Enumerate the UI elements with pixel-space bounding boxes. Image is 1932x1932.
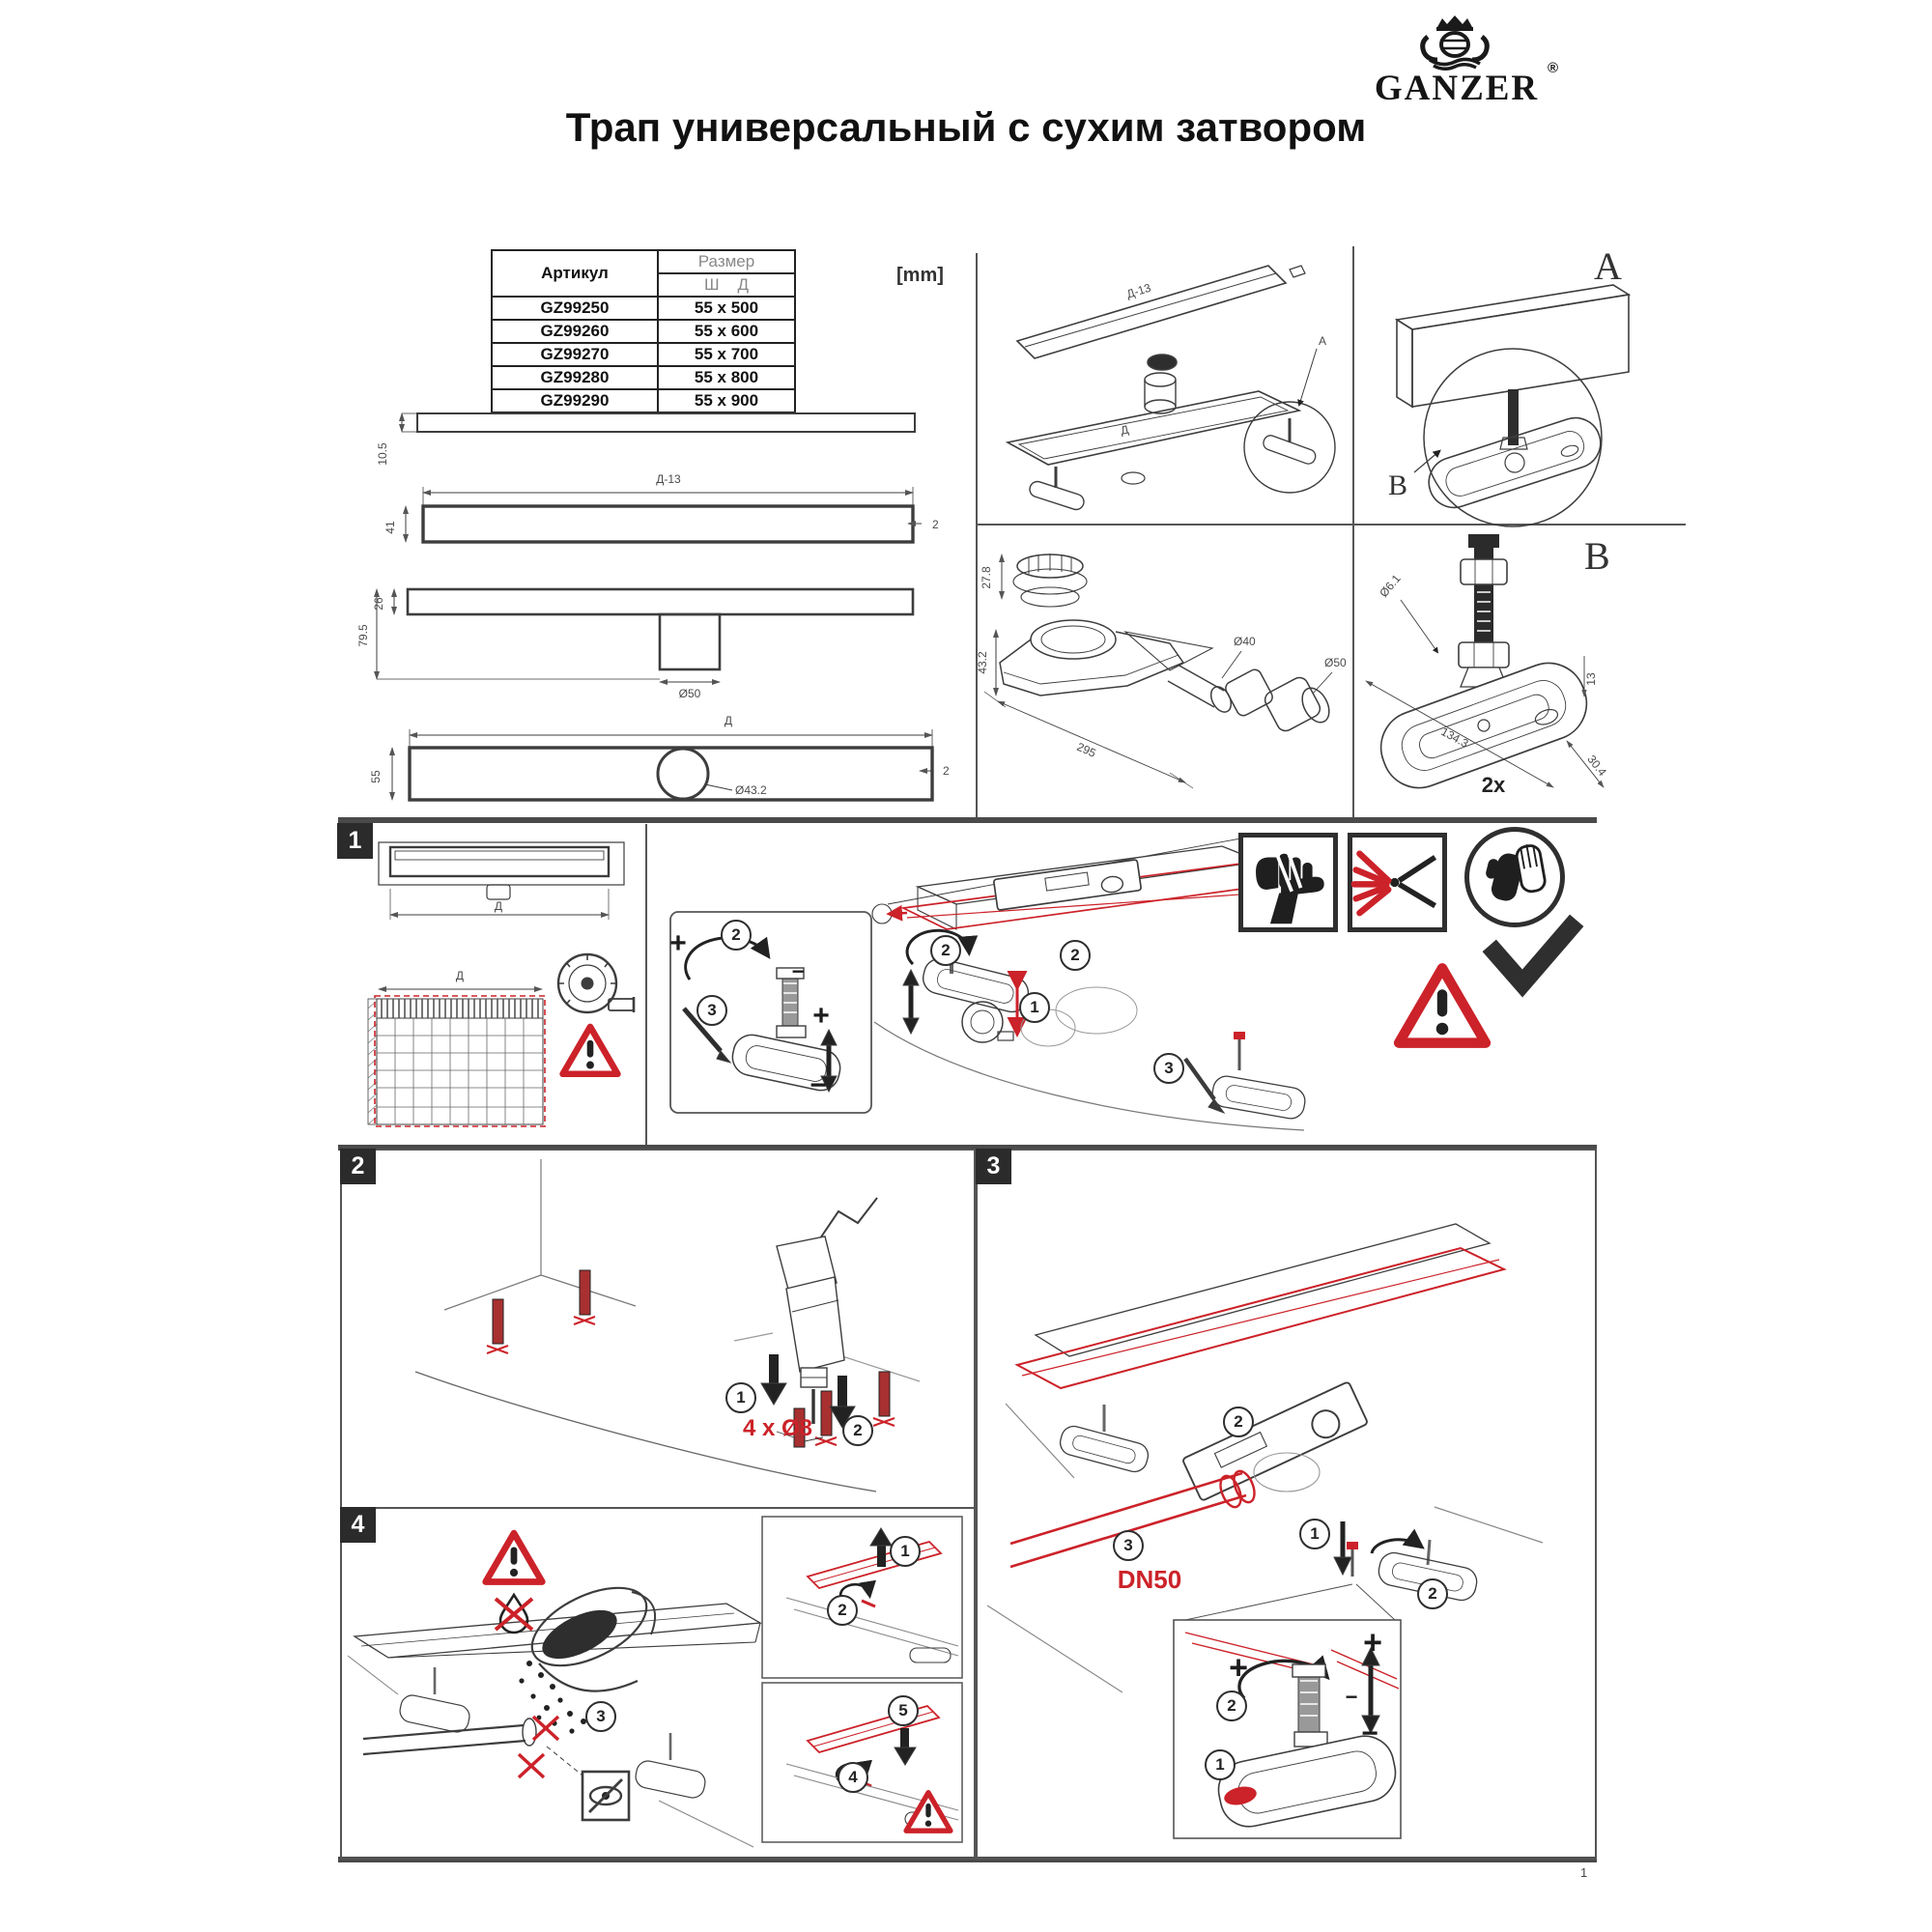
dim-p4-length: Д [724,714,733,727]
dim-strainer-height: 27.8 [980,566,993,589]
section-letter-a: A [1594,244,1622,288]
table-row: GZ99280 55 x 800 [492,366,795,389]
gloves-circle-badge [1464,827,1565,927]
channel-profile-drawings [356,404,966,819]
dowel-icon [487,1299,508,1353]
page-title: Трап универсальный с сухим затвором [565,104,1367,150]
step1-divider [645,824,647,1145]
dry-trap-siphon-view [976,539,1357,824]
dim-body-height: 43.2 [976,651,989,674]
detail-b-foot-view [1360,534,1692,829]
hand-cut-icon [1243,838,1333,927]
dim-step1-channel: Д [494,899,503,913]
exploded-assembly-view [980,244,1357,534]
dim-step1-grid: Д [455,969,465,982]
dim-p4-edge: 2 [943,764,950,778]
dowel-icon [574,1270,595,1324]
dim-foot-width: 30.4 [1584,753,1609,780]
dim-p3-top: 26 [372,597,385,611]
plus-sign: + [1363,1624,1382,1662]
minus-sign: − [791,959,805,983]
plus-sign: + [1229,1649,1248,1687]
step-3-badge: 3 [976,1149,1011,1184]
dim-p4-height: 55 [369,770,383,783]
dim-foot-height: 13 [1584,672,1598,686]
dim-p4-hole: Ø43.2 [735,783,767,797]
spray-icon [1352,838,1442,927]
spray-warning-box [1348,833,1447,932]
dim-p1-height: 10.5 [376,442,389,466]
callout-circle: 3 [1113,1530,1144,1561]
step-4-badge: 4 [340,1507,376,1543]
dim-foot-hole: Ø6.1 [1377,571,1404,600]
svg-defs [0,0,10,10]
table-row: GZ99270 55 x 700 [492,343,795,366]
drill-icon [777,1198,877,1424]
col-header-size-sub: Ш Д [658,273,795,297]
warning-triangle-icon [1391,961,1493,1052]
callout-circle: 2 [1223,1406,1254,1437]
dim-p3-total: 79.5 [356,624,370,647]
checkmark-icon [1488,920,1577,997]
callout-circle: 2 [1417,1578,1448,1609]
callout-circle: 1 [1299,1519,1330,1549]
dim-p2-length: Д-13 [656,472,681,486]
callout-circle: 2 [721,920,752,951]
detail-a-callout-b: B [1388,469,1408,501]
table-row: GZ99250 55 x 500 [492,297,795,320]
table-row: GZ99290 55 x 900 [492,389,795,412]
step4-grouting-scene [340,1511,976,1860]
minus-sign: − [1345,1685,1358,1709]
dim-p2-edge: 2 [932,518,939,531]
dowel-icon [873,1372,895,1426]
callout-circle: 2 [827,1595,858,1626]
callout-circle: 3 [696,995,727,1026]
warning-triangle-icon [558,1022,622,1080]
step-2-badge: 2 [340,1149,376,1184]
plus-sign: + [669,927,687,959]
plus-sign: + [812,1000,830,1032]
dim-outlet-large: Ø50 [1324,656,1347,669]
tape-measure-icon [549,949,638,1028]
no-water-drop-icon [491,1592,537,1634]
step3-connect-scene [978,1151,1596,1860]
callout-letter-a: А [1319,334,1327,348]
dim-exploded-grate: Д-13 [1124,280,1153,301]
brand-logo-text: GANZER [1374,69,1540,108]
dim-outlet-small: Ø40 [1234,635,1256,648]
callout-circle: 3 [1153,1053,1184,1084]
no-inspect-eye-icon [582,1772,629,1820]
drill-holes-label: 4 x Ø8 [742,1415,813,1441]
dim-siphon-length: 295 [1074,739,1098,760]
divider-top-left [976,253,978,819]
callout-circle: 3 [585,1701,616,1732]
pipe-size-label: DN50 [1117,1565,1182,1594]
hand-cut-warning-box [1238,833,1338,932]
callout-circle: 1 [1019,992,1050,1023]
callout-circle: 2 [842,1415,873,1446]
callout-circle: 1 [1205,1749,1236,1780]
callout-circle: 5 [888,1695,919,1726]
dim-p3-outlet: Ø50 [678,687,701,700]
warning-triangle-icon [481,1528,547,1588]
callout-circle: 1 [725,1382,756,1413]
col-header-article: Артикул [492,250,658,297]
minus-sign: − [810,1069,827,1101]
step-1-badge: 1 [337,823,373,859]
foot-count-label: 2x [1481,773,1506,797]
step1-channel-top-view [375,838,631,935]
units-label: [mm] [896,265,944,286]
callout-circle: 2 [1216,1690,1247,1721]
crown-crest-icon [1408,14,1505,70]
callout-circle: 2 [1060,940,1091,971]
dim-p2-height: 41 [384,521,397,534]
minus-sign: − [1361,1718,1378,1749]
step1-tile-grid [365,966,554,1130]
step2-drilling-scene [340,1151,976,1507]
page-number: 1 [1580,1865,1588,1880]
callout-circle: 2 [930,935,961,966]
callout-circle: 4 [838,1762,868,1793]
dim-foot-length: 134.3 [1438,724,1471,751]
table-row: GZ99260 55 x 600 [492,320,795,343]
col-header-size: Размер [658,250,795,273]
callout-circle: 1 [890,1536,921,1567]
gloves-icon [1469,832,1560,923]
registered-mark: ® [1548,60,1559,76]
detail-a-view [1370,244,1689,534]
article-size-table [491,249,796,413]
dim-exploded-body: Д [1119,422,1130,438]
section-letter-b: B [1584,534,1610,578]
warning-triangle-icon [902,1789,954,1835]
